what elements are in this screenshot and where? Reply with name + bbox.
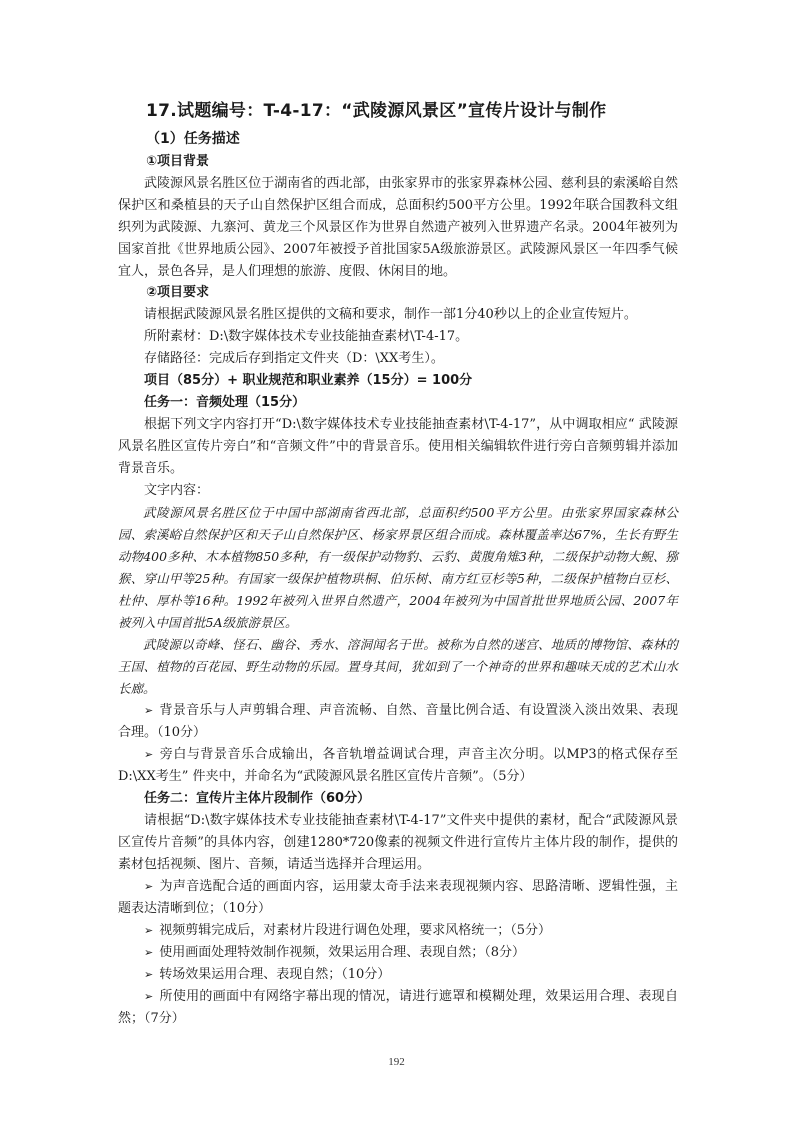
bullet-arrow-icon: ➢ <box>144 880 154 893</box>
bullet-arrow-icon: ➢ <box>144 924 154 937</box>
task2-bullet-1 <box>118 876 678 920</box>
bullet-text: 使用画面处理特效制作视频，效果运用合理、表现自然；（8分） <box>159 945 525 960</box>
bullet-text: 所使用的画面中有网络字幕出现的情况，请进行遮罩和模糊处理，效果运用合理、表现自然；（7分） <box>118 989 678 1026</box>
requirement-line-1: 请根据武陵源风景名胜区提供的文稿和要求，制作一部1分40秒以上的企业宣传短片。 <box>144 307 637 322</box>
task1-bullet-1 <box>118 700 678 744</box>
bullet-text: 背景音乐与人声剪辑合理、声音流畅、自然、音量比例合适、有设置淡入淡出效果、表现合理。（10分） <box>118 703 678 740</box>
bullet-arrow-icon: ➢ <box>144 990 154 1003</box>
bullet-arrow-icon: ➢ <box>144 748 154 761</box>
task2-bullet-5 <box>118 986 678 1030</box>
requirements-heading: ②项目要求 <box>146 285 210 300</box>
requirement-line-2: 所附素材：D:\数字媒体技术专业技能抽查素材\T-4-17。 <box>144 329 469 344</box>
question-title: 17.试题编号：T-4-17：“武陵源风景区”宣传片设计与制作 <box>146 101 607 121</box>
narration-paragraph-2: 武陵源以奇峰、怪石、幽谷、秀水、溶洞闻名于世。被称为自然的迷宫、地质的博物馆、森林的王国、植物的百花园、野生动物的乐园。置身其间，犹如到了一个神奇的世界和趣味天成的艺术山水长廊。 <box>118 637 678 696</box>
background-paragraph: 武陵源风景名胜区位于湖南省的西北部，由张家界市的张家界森林公园、慈利县的索溪峪自然保护区和桑植县的天子山自然保护区组合而成，总面积约500平方公里。1992年联合国教科文组织列为武陵源、九寨河、黄龙三个风景区作为世界自然遗产被列入世界遗产名录。2004年被列为国家首批《世界地质公园》、2007年被授予首批国家5A级旅游景区。武陵源风景区一年四季气候宜人，景色各异，是人们理想的旅游、度假、休闲目的地。 <box>118 176 678 279</box>
narration-text <box>118 502 678 700</box>
bullet-text: 旁白与背景音乐合成输出，各音轨增益调试合理，声音主次分明。以MP3的格式保存至D:\XX考生” 件夹中，并命名为“武陵源风景名胜区宣传片音频”。（5分） <box>118 747 678 784</box>
bullet-text: 为声音选配合适的画面内容，运用蒙太奇手法来表现视频内容、思路清晰、逻辑性强，主题表达清晰到位；（10分） <box>118 879 678 916</box>
task1-bullet-2 <box>118 744 678 788</box>
task2-heading: 任务二：宣传片主体片段制作（60分） <box>144 791 371 806</box>
page-content <box>118 98 678 1030</box>
bullet-arrow-icon: ➢ <box>144 946 154 959</box>
bullet-text: 视频剪辑完成后，对素材片段进行调色处理，要求风格统一；（5分） <box>159 923 551 938</box>
page-number: 192 <box>388 1056 405 1068</box>
bullet-arrow-icon: ➢ <box>144 704 154 717</box>
task1-heading: 任务一：音频处理（15分） <box>144 395 306 410</box>
text-content-label: 文字内容： <box>144 483 210 498</box>
section-task-description: （1）任务描述 <box>146 131 240 147</box>
bullet-arrow-icon: ➢ <box>144 968 154 981</box>
narration-paragraph-1: 武陵源风景名胜区位于中国中部湖南省西北部，总面积约500平方公里。由张家界国家森林公园、索溪峪自然保护区和天子山自然保护区、杨家界景区组合而成。森林覆盖率达67%，生长有野生动物400多种、木本植物850多种，有一级保护动物豹、云豹、黄腹角雉3种，二级保护动物大鲵、猕猴、穿山甲等25种。有国家一级保护植物珙桐、伯乐树、南方红豆杉等5种，二级保护植物白豆杉、杜仲、厚朴等16种。1992年被列入世界自然遗产，2004年被列为中国首批世界地质公园、2007年被列入中国首批5A级旅游景区。 <box>118 505 678 630</box>
requirement-line-3: 存储路径：完成后存到指定文件夹（D：\XX考生）。 <box>144 351 444 366</box>
background-heading: ①项目背景 <box>146 154 210 169</box>
task1-paragraph: 根据下列文字内容打开“D:\数字媒体技术专业技能抽查素材\T-4-17”，从中调取相应“ 武陵源风景名胜区宣传片旁白”和“音频文件”中的背景音乐。使用相关编辑软件进行旁白音频剪辑并添加背景音乐。 <box>118 417 678 476</box>
score-line: 项目（85分）+ 职业规范和职业素养（15分）= 100分 <box>144 373 473 388</box>
task2-bullet-4 <box>118 964 678 986</box>
bullet-text: 转场效果运用合理、表现自然；（10分） <box>159 967 391 982</box>
task2-bullet-2 <box>118 920 678 942</box>
task2-bullet-3 <box>118 942 678 964</box>
task2-paragraph: 请根据“D:\数字媒体技术专业技能抽查素材\T-4-17”文件夹中提供的素材，配合“武陵源风景区宣传片音频”的具体内容，创建1280*720像素的视频文件进行宣传片主体片段的制作，提供的素材包括视频、图片、音频，请适当选择并合理运用。 <box>118 813 678 872</box>
